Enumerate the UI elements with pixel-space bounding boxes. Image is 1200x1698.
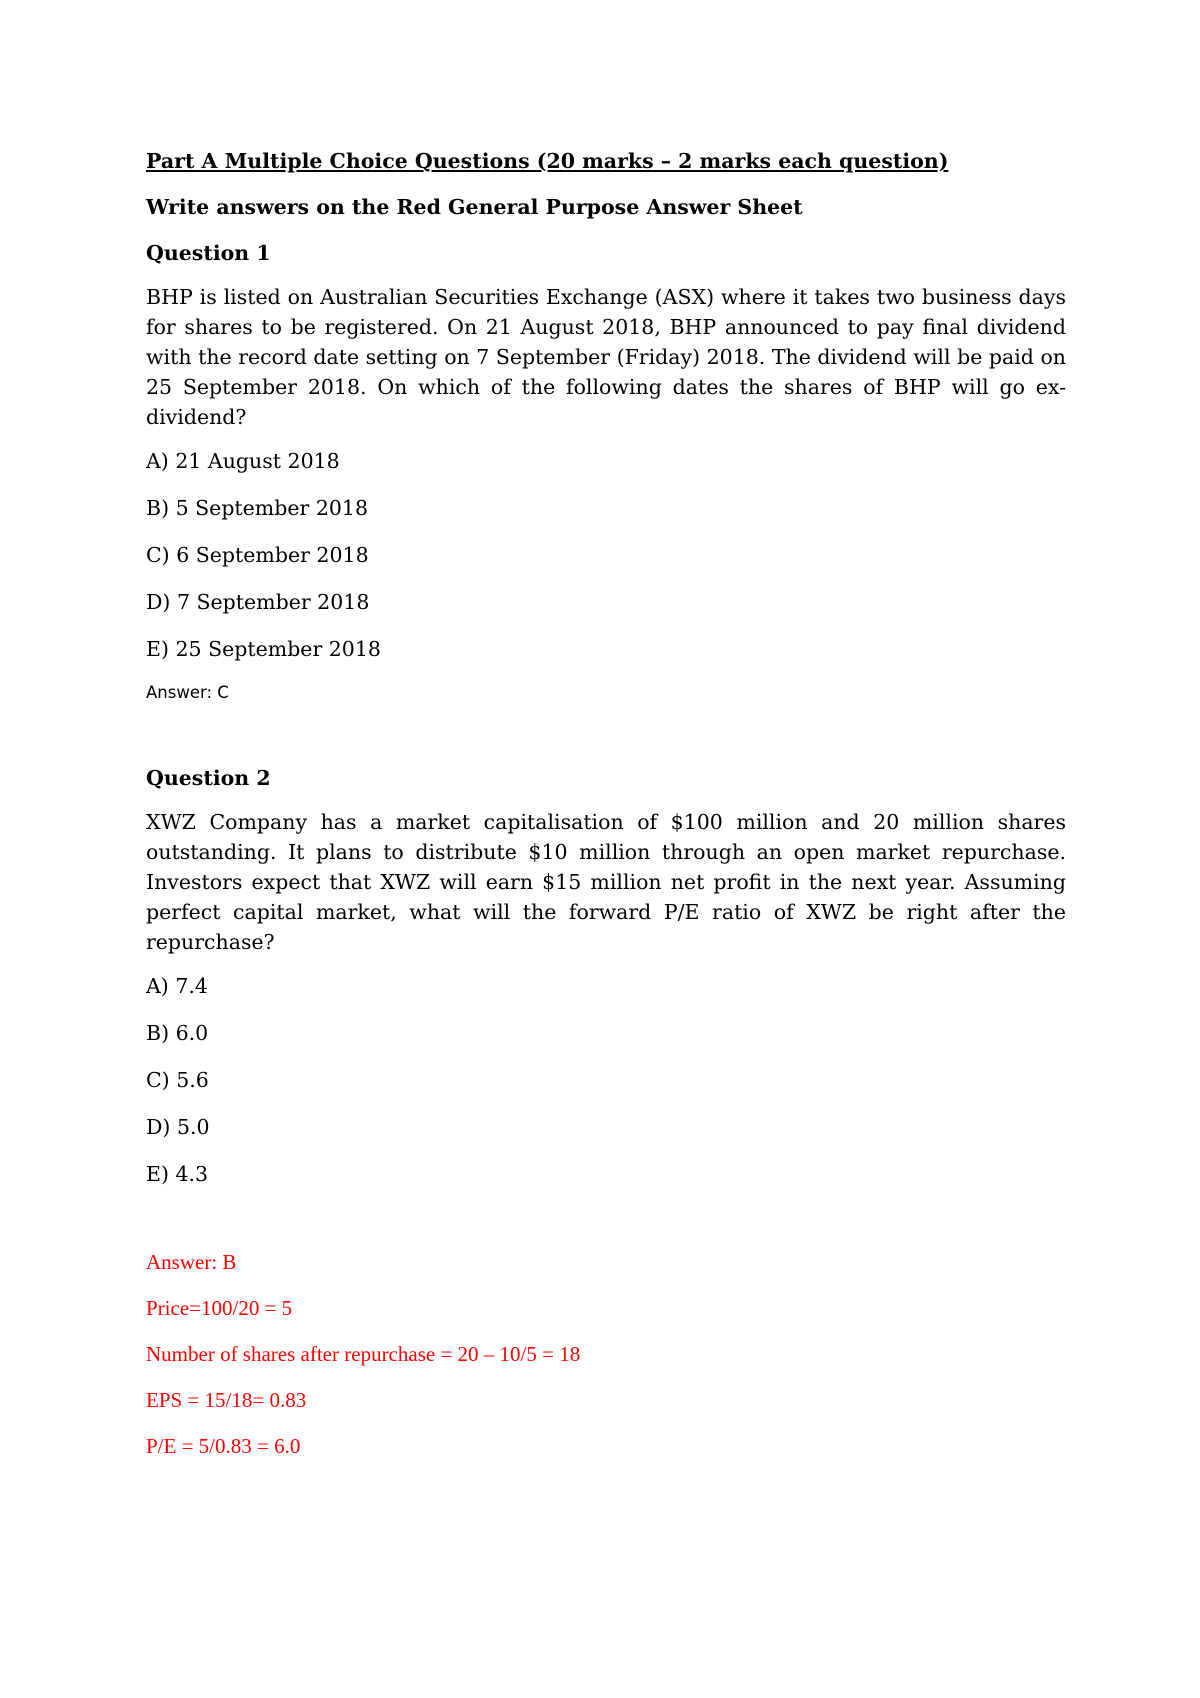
question-1-option-c: C) 6 September 2018 [146, 543, 369, 567]
question-2-answer: Answer: B [146, 1250, 237, 1274]
question-1-text: BHP is listed on Australian Securities Exchange (ASX) where it takes two business days for shares to be registered. On 21 August 2018, BHP announced to pay final dividend with the record date setting on 7 September (Friday) 2018. The dividend will be paid on 25 September 2018. On which of the following dates the shares of BHP will go ex-dividend? [146, 285, 1066, 429]
question-2-working-eps: EPS = 15/18= 0.83 [146, 1388, 307, 1412]
question-2-option-a: A) 7.4 [146, 974, 208, 998]
question-1-option-a: A) 21 August 2018 [146, 449, 340, 473]
question-2-option-d: D) 5.0 [146, 1115, 210, 1139]
question-1-option-d: D) 7 September 2018 [146, 590, 370, 614]
instruction-text: Write answers on the Red General Purpose Answer Sheet [146, 195, 803, 219]
question-1-option-e: E) 25 September 2018 [146, 637, 381, 661]
question-2-option-c: C) 5.6 [146, 1068, 209, 1092]
document-page [146, 146, 1066, 1477]
question-2-working-shares: Number of shares after repurchase = 20 – 10/5 = 18 [146, 1342, 581, 1366]
question-2-title: Question 2 [146, 766, 271, 790]
question-1-title: Question 1 [146, 241, 271, 265]
question-2-option-b: B) 6.0 [146, 1021, 209, 1045]
question-1 [146, 238, 1066, 705]
question-2-working-pe: P/E = 5/0.83 = 6.0 [146, 1434, 301, 1458]
question-2 [146, 763, 1066, 1461]
question-2-text: XWZ Company has a market capitalisation of $100 million and 20 million shares outstanding. It plans to distribute $10 million through an open market repurchase. Investors expect that XWZ will earn $15 million net profit in the next year. Assuming perfect capital market, what will the forward P/E ratio of XWZ be right after the repurchase? [146, 810, 1066, 954]
section-heading: Part A Multiple Choice Questions (20 marks – 2 marks each question) [146, 149, 949, 173]
question-1-answer: Answer: C [146, 683, 229, 702]
question-1-option-b: B) 5 September 2018 [146, 496, 368, 520]
question-2-working-price: Price=100/20 = 5 [146, 1296, 293, 1320]
question-2-option-e: E) 4.3 [146, 1162, 209, 1186]
